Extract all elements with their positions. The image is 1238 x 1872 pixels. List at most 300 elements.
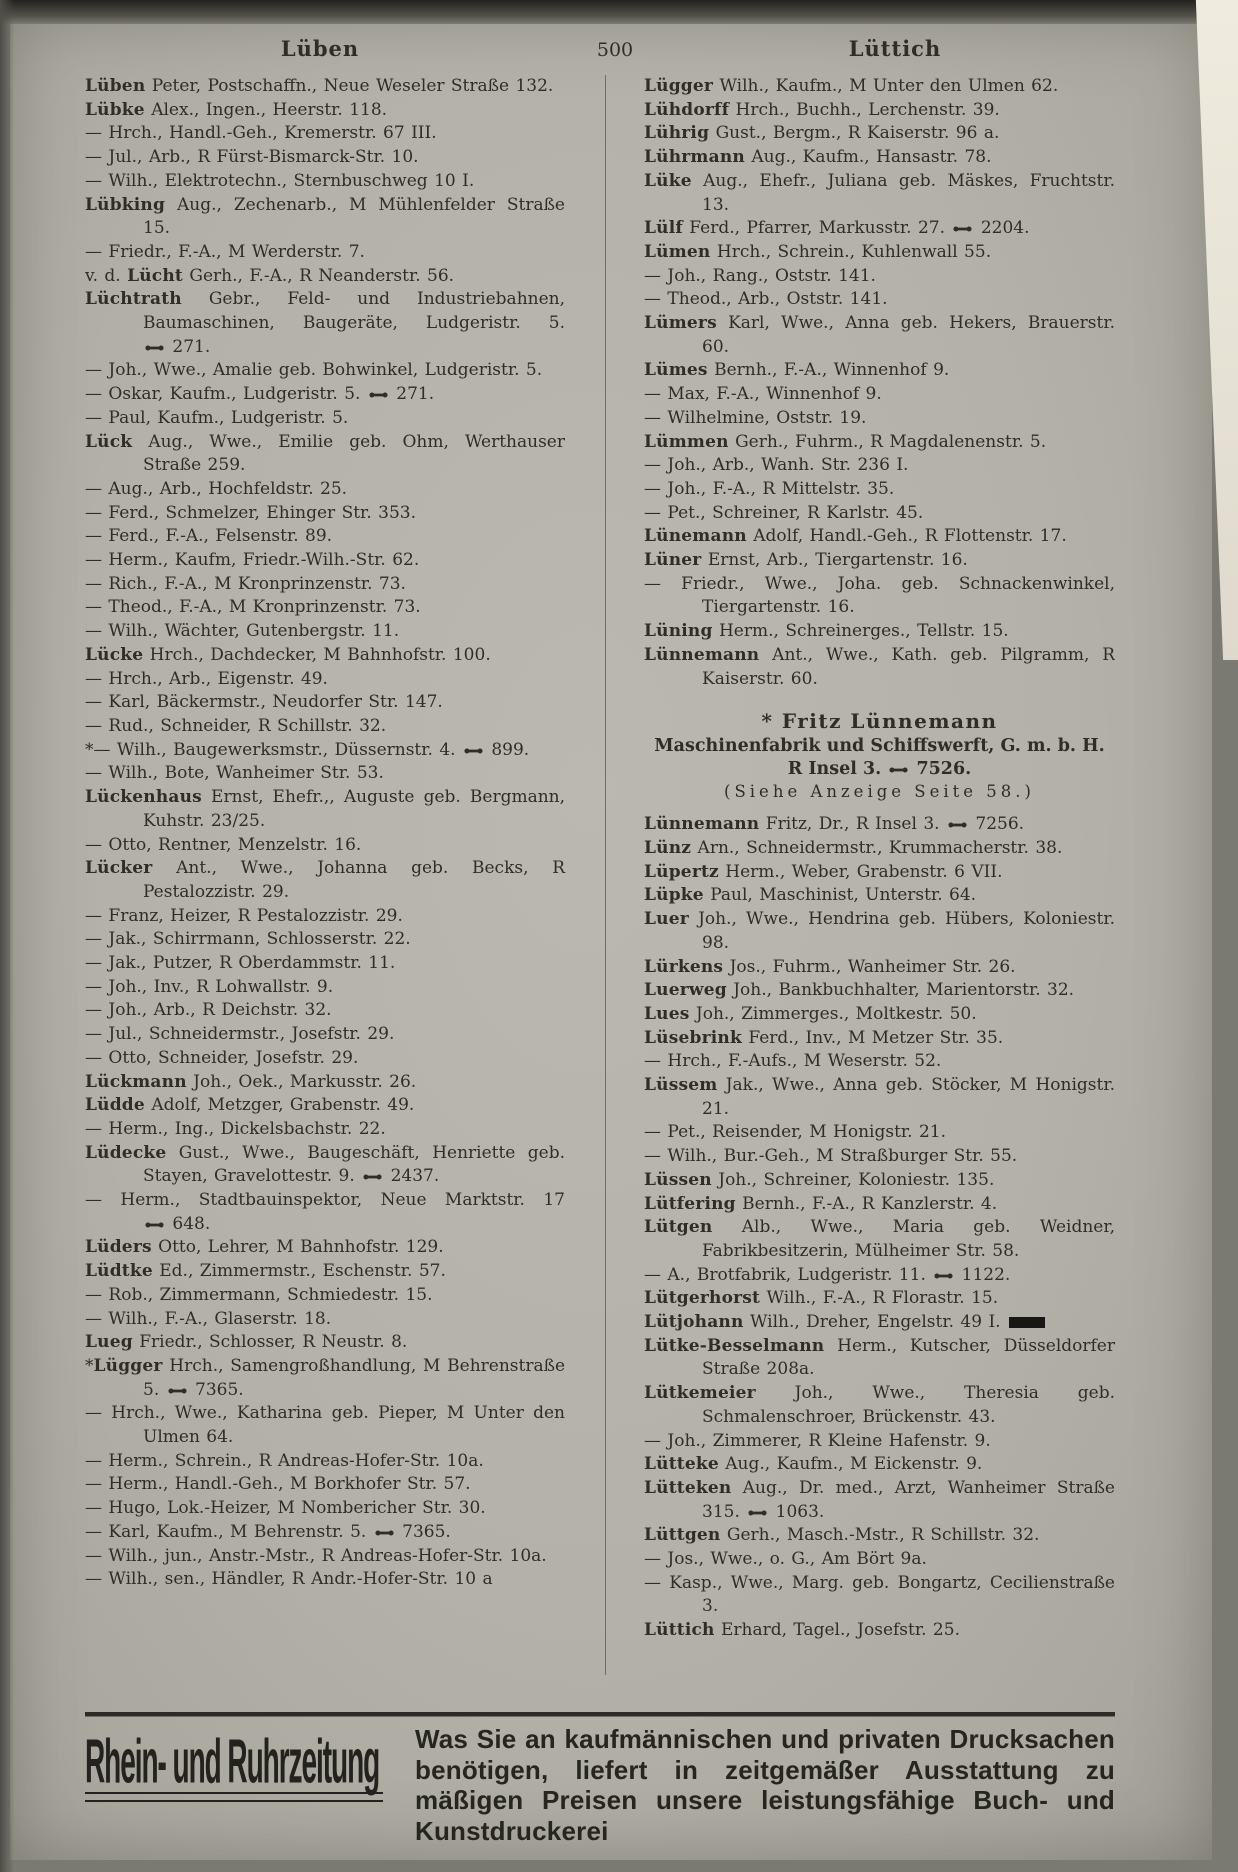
directory-entry (644, 1264, 1115, 1288)
directory-entry (644, 884, 1115, 908)
entry-text: Otto, Lehrer, M Bahnhofstr. 129. (158, 1237, 444, 1258)
phone-number: 7526. (916, 759, 972, 780)
entry-text: — Paul, Kaufm., Ludgeristr. 5. (85, 407, 349, 428)
entry-text: — Hugo, Lok.-Heizer, M Nombericher Str. 30. (85, 1498, 486, 1519)
surname: Lünnemann (644, 814, 760, 835)
directory-entry (644, 146, 1115, 170)
phone-icon (934, 1272, 953, 1280)
directory-entry (85, 620, 565, 644)
surname: Lülf (644, 218, 683, 239)
phone-number: 1063. (775, 1501, 825, 1522)
surname: Lübke (85, 99, 145, 120)
directory-entry (85, 146, 565, 170)
column-right (605, 75, 1115, 1675)
phone-icon (363, 1173, 382, 1181)
entry-text: Aug., Kaufm., Hansastr. 78. (751, 147, 992, 168)
entry-text: — Jul., Schneidermstr., Josefstr. 29. (85, 1024, 395, 1045)
directory-entry (644, 1216, 1115, 1263)
directory-entry (85, 502, 565, 526)
entry-text: Ernst, Arb., Tiergartenstr. 16. (707, 550, 968, 571)
entry-text: — Wilh., Wächter, Gutenbergstr. 11. (85, 621, 400, 642)
phone-listing (746, 1502, 824, 1522)
directory-entry (644, 620, 1115, 644)
surname: Lügger (644, 76, 714, 96)
header-keyword-left: Lüben (280, 36, 360, 61)
ink-blot (1009, 1317, 1045, 1328)
entry-text: — Hrch., Arb., Eigenstr. 49. (85, 668, 328, 689)
directory-entry (85, 99, 565, 123)
entry-text: Gust., Bergm., R Kaiserstr. 96 a. (715, 123, 1000, 144)
directory-entry (644, 1050, 1115, 1074)
entry-text: — Wilhelmine, Oststr. 19. (644, 407, 867, 428)
entry-text: Bernh., F.-A., R Kanzlerstr. 4. (742, 1193, 998, 1214)
header-keyword-right: Lüttich (848, 36, 942, 61)
surname: Lütteke (644, 1454, 719, 1475)
entry-text: Herm., Weber, Grabenstr. 6 VII. (725, 861, 1003, 882)
entry-text: Gebr., Feld- und Industriebahnen, Baumaschinen, Baugeräte, Ludgeristr. 5. (143, 289, 566, 334)
entry-text: Joh., Zimmerges., Moltkestr. 50. (695, 1003, 977, 1024)
surname: Lünemann (644, 526, 747, 547)
newspaper-brand-name: Rhein- und Ruhrzeitung (85, 1728, 380, 1797)
directory-entry (85, 1023, 565, 1047)
entry-text: Paul, Maschinist, Unterstr. 64. (710, 885, 977, 906)
entry-text: Herm., Kutscher, Düsseldorfer Straße 208a. (702, 1335, 1115, 1380)
entry-text: — Joh., F.-A., R Mittelstr. 35. (644, 478, 895, 499)
directory-entry (644, 1193, 1115, 1217)
phone-listing (367, 384, 434, 404)
page-number: 500 (596, 39, 634, 61)
directory-entry (644, 1619, 1115, 1643)
directory-entry (85, 288, 565, 359)
advertisement-text: Was Sie an kaufmännischen und privaten Drucksachen benötigen, liefert in zeitgemäßer Ausstattung zu mäßigen Preisen unsere leistungsfähige Buch- und Kunstdruckerei (415, 1724, 1115, 1847)
entry-text: — Otto, Rentner, Menzelstr. 16. (85, 834, 362, 855)
entry-text: Wilh., Dreher, Engelstr. 49 I. (749, 1312, 1001, 1333)
entry-text: Wilh., F.-A., R Florastr. 15. (766, 1288, 999, 1309)
entry-text: Bernh., F.-A., Winnenhof 9. (714, 360, 950, 381)
entry-text: — Herm., Handl.-Geh., M Borkhofer Str. 57. (85, 1474, 471, 1495)
entry-text: Peter, Postschaffn., Neue Weseler Straße 132. (151, 76, 554, 96)
directory-entry (644, 813, 1115, 837)
entry-text: — Franz, Heizer, R Pestalozzistr. 29. (85, 905, 403, 926)
entry-text: Alb., Wwe., Maria geb. Weidner, Fabrikbesitzerin, Mülheimer Str. 58. (702, 1217, 1115, 1261)
directory-entry (85, 1284, 565, 1308)
entry-text: Jak., Wwe., Anna geb. Stöcker, M Honigstr. 21. (702, 1075, 1115, 1119)
surname: Lüssen (644, 1169, 712, 1190)
directory-entry (85, 549, 565, 573)
entry-text: — Pet., Reisender, M Honigstr. 21. (644, 1122, 947, 1143)
phone-listing (932, 1265, 1010, 1285)
entry-text: Joh., Oek., Markusstr. 26. (193, 1071, 417, 1092)
entry-text: Joh., Bankbuchhalter, Marientorstr. 32. (733, 980, 1075, 1001)
surname: Lueg (85, 1332, 133, 1353)
entry-text: — A., Brotfabrik, Ludgeristr. 11. (644, 1264, 926, 1285)
surname: Lüdtke (85, 1261, 153, 1282)
directory-entry (644, 241, 1115, 265)
directory-entry (85, 75, 565, 99)
directory-entry (644, 502, 1115, 526)
surname: Lüpke (644, 885, 704, 906)
directory-entry (644, 383, 1115, 407)
directory-entry (644, 217, 1115, 241)
entry-text: Aug., Zechenarb., M Mühlenfelder Straße 15. (143, 194, 565, 239)
entry-text: — Friedr., Wwe., Joha. geb. Schnackenwinkel, Tiergartenstr. 16. (644, 573, 1115, 618)
entry-text: Aug., Wwe., Emilie geb. Ohm, Werthauser Straße 259. (143, 431, 565, 476)
directory-entry (644, 525, 1115, 549)
phone-number: 7256. (975, 814, 1025, 835)
directory-entry (85, 739, 565, 763)
entry-text: Friedr., Schlosser, R Neustr. 8. (139, 1332, 408, 1353)
entry-text: — Kasp., Wwe., Marg. geb. Bongartz, Cecilienstraße 3. (644, 1572, 1115, 1617)
surname: Lues (644, 1003, 690, 1024)
entry-text: — Pet., Schreiner, R Karlstr. 45. (644, 502, 924, 523)
phone-listing (143, 337, 210, 357)
entry-text: — Wilh., Elektrotechn., Sternbuschweg 10 I. (85, 170, 475, 191)
directory-entry (85, 122, 565, 146)
entry-prefix: * (85, 739, 94, 760)
directory-entry (85, 999, 565, 1023)
entry-text: — Karl, Kaufm., M Behrenstr. 5. (85, 1521, 367, 1542)
directory-entry (644, 454, 1115, 478)
entry-text: — Jul., Arb., R Fürst-Bismarck-Str. 10. (85, 147, 419, 168)
directory-entry (644, 1335, 1115, 1382)
directory-entry (644, 265, 1115, 289)
directory-entry (85, 478, 565, 502)
entry-text: — Joh., Arb., Wanh. Str. 236 I. (644, 455, 909, 476)
entry-text: — Wilh., F.-A., Glaserstr. 18. (85, 1308, 332, 1329)
directory-entry (644, 1287, 1115, 1311)
directory-entry (85, 1545, 565, 1569)
surname: Lüning (644, 621, 713, 642)
phone-number: 271. (396, 384, 435, 405)
entry-text: — Ferd., F.-A., Felsenstr. 89. (85, 526, 333, 547)
surname: Lübking (85, 194, 166, 215)
entry-prefix: v. d. (85, 265, 128, 286)
surname: Lümes (644, 360, 708, 381)
surname: Lüdde (85, 1095, 145, 1116)
surname: Lüchtrath (85, 289, 182, 310)
entry-text: — Hrch., Handl.-Geh., Kremerstr. 67 III. (85, 123, 437, 144)
phone-number: 7365. (195, 1379, 244, 1400)
directory-entry (85, 1047, 565, 1071)
directory-entry (644, 1074, 1115, 1121)
directory-entry (644, 1121, 1115, 1145)
directory-entry (85, 1142, 565, 1189)
directory-entry (644, 1027, 1115, 1051)
directory-entry (644, 861, 1115, 885)
directory-entry (85, 691, 565, 715)
surname: Lütgen (644, 1217, 713, 1238)
directory-entry (644, 1572, 1115, 1619)
entry-text: — Karl, Bäckermstr., Neudorfer Str. 147. (85, 692, 443, 713)
directory-entry (85, 762, 565, 786)
feature-address (644, 759, 1115, 779)
directory-entry (85, 1521, 565, 1545)
entry-text: Joh., Wwe., Theresia geb. Schmalenschroer, Brückenstr. 43. (702, 1383, 1115, 1427)
feature-name: * Fritz Lünnemann (761, 709, 998, 734)
entry-text: — Wilh., Baugewerksmstr., Düssernstr. 4. (93, 739, 456, 760)
entry-text: — Oskar, Kaufm., Ludgeristr. 5. (85, 384, 361, 405)
directory-entry (85, 644, 565, 668)
phone-listing (946, 814, 1024, 834)
directory-entry (85, 1331, 565, 1355)
feature-listing-luennemann (644, 709, 1115, 801)
entry-text: Ernst, Ehefr.,, Auguste geb. Bergmann, Kuhstr. 23/25. (143, 787, 566, 831)
directory-entry (85, 1308, 565, 1332)
directory-entry (85, 383, 565, 407)
entry-text: Hrch., Buchh., Lerchenstr. 39. (735, 99, 1000, 120)
directory-entry (85, 857, 565, 904)
surname: Lüsebrink (644, 1027, 742, 1048)
phone-icon (145, 1221, 164, 1229)
entry-text: Arn., Schneidermstr., Krummacherstr. 38. (697, 837, 1063, 858)
directory-entry (85, 786, 565, 833)
surname: Lücke (85, 644, 144, 665)
directory-entry (85, 359, 565, 383)
phone-icon (168, 1387, 187, 1395)
entry-text: — Joh., Rang., Oststr. 141. (644, 265, 876, 286)
directory-entry (85, 928, 565, 952)
entry-text: Jos., Fuhrm., Wanheimer Str. 26. (729, 956, 1016, 977)
phone-listing (361, 1166, 439, 1186)
directory-entry (644, 1430, 1115, 1454)
surname: Luerweg (644, 980, 727, 1001)
directory-entry (644, 359, 1115, 383)
entry-text: Hrch., Schrein., Kuhlenwall 55. (716, 241, 992, 262)
phone-number: 7365. (402, 1521, 451, 1542)
entry-text: — Wilh., jun., Anstr.-Mstr., R Andreas-Hofer-Str. 10a. (85, 1545, 547, 1566)
phone-listing (166, 1380, 244, 1400)
feature-street: R Insel 3. (787, 759, 882, 780)
phone-number: 899. (491, 739, 530, 760)
entry-text: — Herm., Kaufm, Friedr.-Wilh.-Str. 62. (85, 550, 420, 571)
entry-text: Fritz, Dr., R Insel 3. (765, 814, 940, 835)
directory-entry (85, 525, 565, 549)
newspaper-brand (85, 1724, 393, 1802)
entry-text: Karl, Wwe., Anna geb. Hekers, Brauerstr. 60. (702, 313, 1115, 357)
entry-text: Herm., Schreinerges., Tellstr. 15. (718, 621, 1009, 642)
directory-entry (644, 1311, 1115, 1335)
entry-text: — Wilh., sen., Händler, R Andr.-Hofer-Str. 10 a (85, 1569, 493, 1590)
directory-entry (85, 194, 565, 241)
entry-text: Ant., Wwe., Johanna geb. Becks, R Pestalozzistr. 29. (143, 858, 565, 902)
directory-entry (644, 170, 1115, 217)
surname: Lücker (85, 858, 153, 879)
directory-entry (85, 170, 565, 194)
entry-text: — Joh., Wwe., Amalie geb. Bohwinkel, Ludgeristr. 5. (85, 360, 543, 381)
directory-entry (85, 1450, 565, 1474)
directory-entry (85, 431, 565, 478)
surname: Lührig (644, 123, 710, 144)
directory-entry (644, 478, 1115, 502)
surname: Lühdorff (644, 99, 730, 120)
entry-text: Gust., Wwe., Baugeschäft, Henriette geb. Stayen, Gravelottestr. 9. (143, 1142, 566, 1187)
directory-entry (644, 288, 1115, 312)
entry-text: — Joh., Zimmerer, R Kleine Hafenstr. 9. (644, 1430, 991, 1451)
entry-text: — Ferd., Schmelzer, Ehinger Str. 353. (85, 502, 416, 523)
surname: Lügger (93, 1355, 163, 1376)
surname: Luer (644, 909, 689, 930)
directory-entry (644, 407, 1115, 431)
directory-entry (644, 1453, 1115, 1477)
directory-entry (85, 668, 565, 692)
directory-entry (85, 1118, 565, 1142)
surname: Lücht (127, 265, 183, 286)
phone-listing (951, 218, 1029, 238)
entry-text: — Joh., Inv., R Lohwallstr. 9. (85, 976, 334, 997)
entry-text: — Joh., Arb., R Deichstr. 32. (85, 1000, 332, 1021)
entry-text: Hrch., Dachdecker, M Bahnhofstr. 100. (149, 644, 491, 665)
entry-text: — Rob., Zimmermann, Schmiedestr. 15. (85, 1284, 433, 1305)
phone-number: 2437. (390, 1166, 440, 1187)
surname: Lütke-Besselmann (644, 1335, 825, 1356)
surname: Lüpertz (644, 861, 719, 882)
scan-edge-top (0, 0, 1238, 24)
entry-text: Wilh., Kaufm., M Unter den Ulmen 62. (719, 76, 1059, 96)
phone-number: 271. (172, 336, 211, 357)
directory-entry (85, 905, 565, 929)
phone-icon (748, 1509, 767, 1517)
phone-icon (953, 225, 972, 233)
directory-entry (85, 1260, 565, 1284)
phone-number: 2204. (980, 218, 1030, 239)
directory-entry (85, 241, 565, 265)
phone-listing (373, 1522, 451, 1542)
surname: Lückmann (85, 1071, 187, 1092)
entry-text: — Friedr., F.-A., M Werderstr. 7. (85, 241, 365, 262)
entry-text: Gerh., Masch.-Mstr., R Schillstr. 32. (726, 1525, 1040, 1546)
entry-text: Aug., Kaufm., M Eickenstr. 9. (725, 1454, 983, 1475)
phone-listing (887, 759, 971, 779)
entry-text: — Jos., Wwe., o. G., Am Bört 9a. (644, 1549, 927, 1570)
directory-entry (85, 715, 565, 739)
entry-text: Gerh., F.-A., R Neanderstr. 56. (189, 265, 455, 286)
directory-entry (644, 549, 1115, 573)
directory-entry (644, 99, 1115, 123)
entry-text: — Theod., Arb., Oststr. 141. (644, 289, 888, 310)
directory-entry (85, 407, 565, 431)
scan-edge-left (0, 0, 14, 1872)
directory-entry (85, 1094, 565, 1118)
directory-entry (644, 1003, 1115, 1027)
directory-entry (85, 1497, 565, 1521)
entry-text: — Herm., Ing., Dickelsbachstr. 22. (85, 1118, 386, 1139)
surname: Lürkens (644, 956, 724, 977)
phone-listing (462, 740, 529, 760)
entry-text: Hrch., Samengroßhandlung, M Behrenstraße 5. (143, 1355, 566, 1400)
directory-entry (644, 573, 1115, 620)
directory-entry (644, 1145, 1115, 1169)
entry-text: — Otto, Schneider, Josefstr. 29. (85, 1047, 359, 1068)
phone-number: 648. (172, 1213, 211, 1234)
entry-text: — Jak., Schirrmann, Schlosserstr. 22. (85, 929, 411, 950)
phone-icon (369, 391, 388, 399)
surname: Lünnemann (644, 644, 760, 665)
directory-entry (644, 312, 1115, 359)
surname: Lüke (644, 170, 692, 191)
directory-entry (644, 122, 1115, 146)
footer-advertisement (85, 1712, 1115, 1847)
phone-number: 1122. (961, 1264, 1011, 1285)
entry-text: Ed., Zimmermstr., Eschenstr. 57. (159, 1261, 446, 1282)
surname: Lüttich (644, 1620, 715, 1641)
surname: Lütgerhorst (644, 1288, 761, 1309)
feature-business: Maschinenfabrik und Schiffswerft, G. m. b. H. (654, 736, 1105, 757)
directory-entry (644, 1524, 1115, 1548)
entry-text: Joh., Schreiner, Koloniestr. 135. (718, 1169, 995, 1190)
entry-text: Ferd., Pfarrer, Markusstr. 27. (689, 218, 945, 239)
surname: Lütfering (644, 1193, 736, 1214)
entry-text: — Herm., Schrein., R Andreas-Hofer-Str. 10a. (85, 1450, 484, 1471)
entry-text: Aug., Dr. med., Arzt, Wanheimer Straße 315. (702, 1477, 1115, 1522)
surname: Lünz (644, 837, 692, 858)
surname: Lütteken (644, 1477, 732, 1498)
entry-text: — Aug., Arb., Hochfeldstr. 25. (85, 478, 348, 499)
entry-text: — Theod., F.-A., M Kronprinzenstr. 73. (85, 597, 421, 618)
directory-columns (85, 75, 1115, 1675)
directory-entry (85, 596, 565, 620)
surname: Lührmann (644, 147, 745, 168)
entry-prefix: * (85, 1355, 94, 1376)
directory-entry (85, 573, 565, 597)
running-header (85, 36, 1115, 61)
feature-see-advert: (Siehe Anzeige Seite 58.) (724, 782, 1035, 802)
directory-entry (644, 1169, 1115, 1193)
entry-text: — Rud., Schneider, R Schillstr. 32. (85, 715, 387, 736)
footer-divider-rule (85, 1712, 1115, 1716)
surname: Lück (85, 431, 133, 452)
surname: Lüders (85, 1237, 152, 1258)
phone-listing (143, 1214, 210, 1234)
directory-entry (644, 837, 1115, 861)
surname: Lüttgen (644, 1525, 721, 1546)
directory-entry (85, 1473, 565, 1497)
entry-text: — Hrch., Wwe., Katharina geb. Pieper, M Unter den Ulmen 64. (85, 1403, 565, 1448)
entry-text: — Wilh., Bote, Wanheimer Str. 53. (85, 763, 384, 784)
column-left (85, 75, 605, 1675)
entry-text: Joh., Wwe., Hendrina geb. Hübers, Koloniestr. 98. (698, 909, 1115, 953)
surname: Lückenhaus (85, 787, 202, 808)
directory-entry (644, 956, 1115, 980)
directory-entry (85, 834, 565, 858)
directory-entry (85, 1355, 565, 1402)
entry-text: Adolf, Handl.-Geh., R Flottenstr. 17. (753, 526, 1067, 547)
entry-text: Aug., Ehefr., Juliana geb. Mäskes, Fruchtstr. 13. (702, 170, 1115, 215)
surname: Lümers (644, 313, 717, 334)
surname: Lüdecke (85, 1142, 167, 1163)
entry-text: Ant., Wwe., Kath. geb. Pilgramm, R Kaiserstr. 60. (702, 644, 1115, 689)
directory-entry (644, 1548, 1115, 1572)
phone-icon (375, 1529, 394, 1537)
entry-text: — Max, F.-A., Winnenhof 9. (644, 384, 882, 405)
directory-entry (85, 1568, 565, 1592)
surname: Lümmen (644, 431, 729, 452)
directory-entry (644, 979, 1115, 1003)
surname: Lümen (644, 241, 711, 262)
phone-icon (889, 766, 908, 774)
surname: Lütjohann (644, 1312, 744, 1333)
entry-text: Ferd., Inv., M Metzer Str. 35. (748, 1027, 1004, 1048)
directory-entry (644, 1382, 1115, 1429)
directory-entry (85, 265, 565, 289)
entry-text: Adolf, Metzger, Grabenstr. 49. (151, 1095, 415, 1116)
directory-entry (85, 1402, 565, 1449)
directory-entry (85, 1236, 565, 1260)
directory-entry (644, 644, 1115, 691)
surname: Lüner (644, 550, 702, 571)
entry-text: — Hrch., F.-Aufs., M Weserstr. 52. (644, 1051, 942, 1072)
directory-entry (644, 1477, 1115, 1524)
directory-entry (85, 952, 565, 976)
